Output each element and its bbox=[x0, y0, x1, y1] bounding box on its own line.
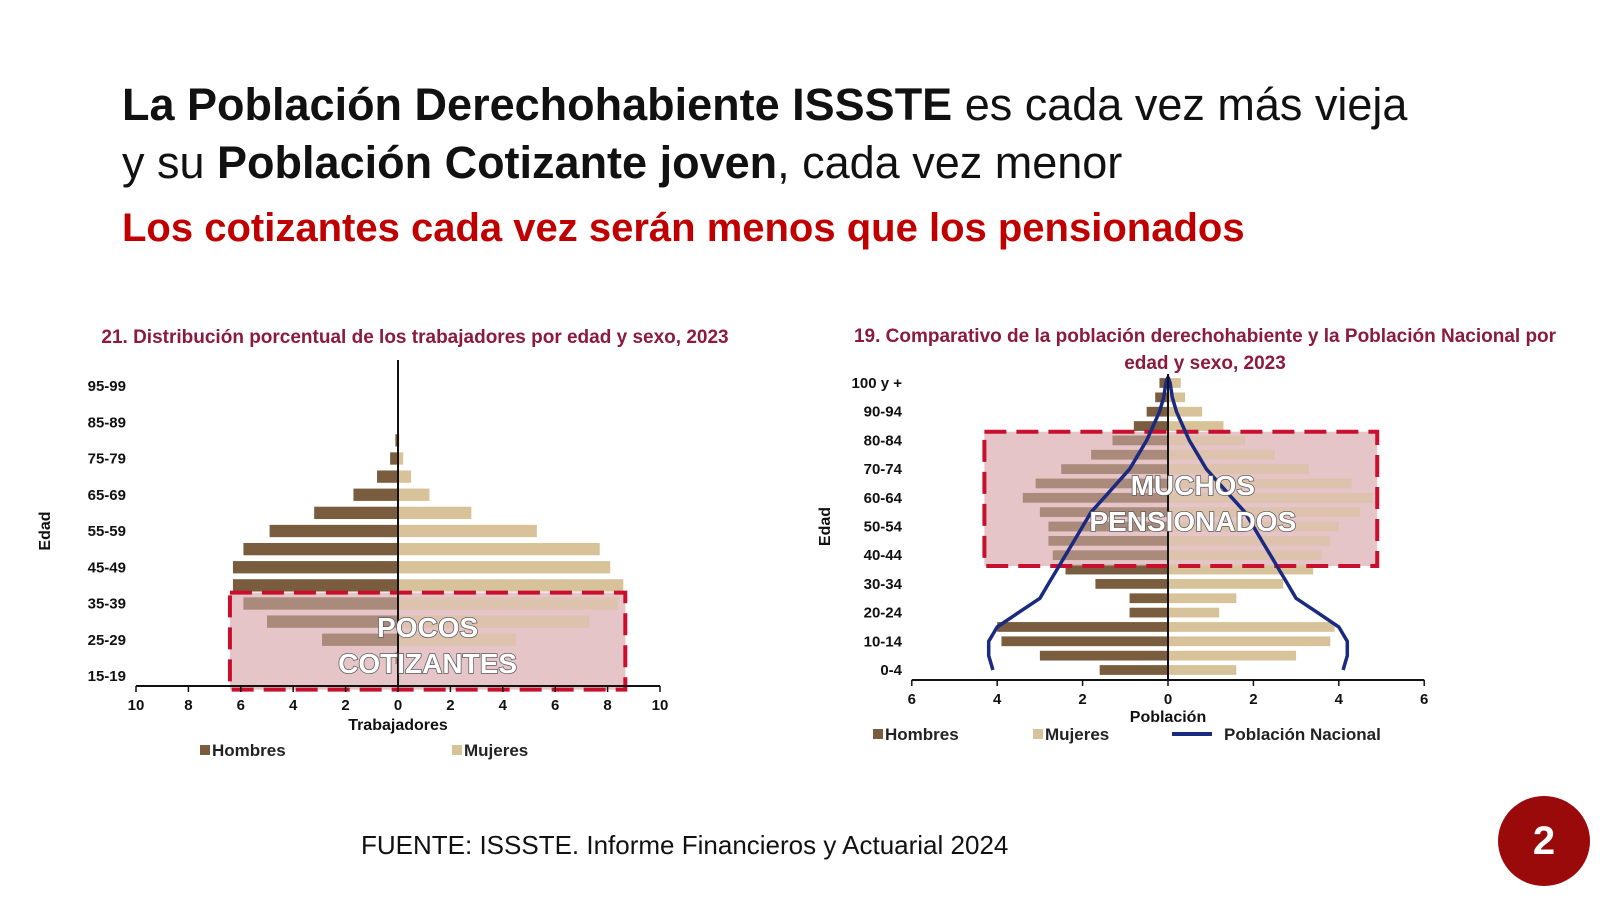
bar-hombres-30-34 bbox=[1095, 579, 1168, 589]
bar-mujeres-0-4 bbox=[1168, 665, 1236, 675]
x-tick-label: 6 bbox=[551, 697, 560, 714]
x-axis-title: Población bbox=[1129, 709, 1207, 726]
y-tick-label: 60-64 bbox=[863, 489, 902, 507]
bar-mujeres-20-24 bbox=[1168, 608, 1219, 618]
y-tick-label: 95-99 bbox=[87, 378, 126, 395]
legend-label-hombres: Hombres bbox=[885, 725, 959, 744]
bar-hombres-0-4 bbox=[1100, 665, 1168, 675]
x-tick-label: 0 bbox=[393, 697, 403, 714]
x-tick-label: 2 bbox=[1078, 691, 1087, 708]
chart1-title: 21. Distribución porcentual de los trabajadores por edad y sexo, 2023 bbox=[101, 327, 729, 348]
y-tick-label: 65-69 bbox=[87, 486, 126, 504]
chart2-title: 19. Comparativo de la población derechohabiente y la Población Nacional por edad y sexo, 2023 bbox=[853, 326, 1557, 374]
legend-swatch-mujeres bbox=[1033, 729, 1043, 739]
bar-hombres-20-24 bbox=[1130, 608, 1168, 618]
y-tick-label: 50-54 bbox=[863, 518, 902, 536]
x-tick-label: 6 bbox=[236, 697, 245, 714]
x-tick-label: 2 bbox=[341, 697, 350, 714]
page-number-badge: 2 bbox=[1498, 796, 1590, 886]
bar-mujeres-15-19 bbox=[1168, 622, 1335, 632]
bar-mujeres-30-34 bbox=[1168, 579, 1283, 589]
x-tick-label: 2 bbox=[1249, 691, 1258, 708]
bar-hombres-25-29 bbox=[1130, 593, 1168, 603]
annotation-line-2: COTIZANTES bbox=[338, 648, 518, 680]
annotation-line-2: PENSIONADOS bbox=[1089, 505, 1297, 537]
y-tick-label: 35-39 bbox=[87, 595, 126, 613]
x-tick-label: 4 bbox=[993, 691, 1002, 708]
x-tick-label: 4 bbox=[289, 697, 298, 714]
legend-swatch-hombres bbox=[873, 729, 883, 739]
y-tick-label: 0-4 bbox=[880, 662, 902, 679]
y-tick-label: 20-24 bbox=[863, 604, 902, 622]
title-bold-2: Población Cotizante joven bbox=[217, 137, 778, 188]
bar-hombres-5-9 bbox=[1040, 651, 1168, 661]
y-tick-label: 40-44 bbox=[863, 547, 902, 565]
y-tick-label: 80-84 bbox=[863, 432, 902, 450]
annotation-line-1: POCOS bbox=[377, 612, 479, 644]
y-tick-label: 100 y + bbox=[851, 375, 902, 392]
x-tick-label: 4 bbox=[1334, 691, 1343, 708]
x-tick-label: 6 bbox=[1420, 691, 1429, 708]
x-tick-label: 8 bbox=[603, 697, 612, 714]
x-axis-title: Trabajadores bbox=[348, 717, 448, 734]
y-axis-title: Edad bbox=[37, 511, 54, 551]
x-tick-label: 6 bbox=[907, 691, 916, 708]
x-tick-label: 8 bbox=[184, 697, 193, 714]
title-bold-1: La Población Derechohabiente ISSSTE bbox=[122, 79, 953, 130]
y-tick-label: 25-29 bbox=[87, 631, 126, 649]
y-tick-label: 85-89 bbox=[87, 414, 126, 432]
legend-label-mujeres: Mujeres bbox=[464, 741, 529, 760]
y-tick-label: 75-79 bbox=[87, 450, 126, 468]
title-regular-2b: , cada vez menor bbox=[777, 137, 1123, 188]
bar-mujeres-85-89 bbox=[1168, 421, 1224, 431]
x-tick-label: 2 bbox=[446, 697, 455, 714]
bar-mujeres-5-9 bbox=[1168, 651, 1296, 661]
y-tick-label: 45-49 bbox=[87, 559, 126, 577]
bar-mujeres-90-94 bbox=[1168, 407, 1202, 417]
y-axis-title: Edad bbox=[817, 506, 834, 547]
y-tick-label: 90-94 bbox=[863, 403, 902, 421]
page-subtitle: Los cotizantes cada vez serán menos que los pensionados bbox=[122, 206, 1245, 250]
y-tick-label: 10-14 bbox=[863, 633, 902, 651]
bar-hombres-15-19 bbox=[997, 622, 1168, 632]
title-regular-2a: y su bbox=[122, 137, 218, 188]
x-tick-label: 10 bbox=[651, 697, 669, 714]
x-tick-label: 4 bbox=[498, 697, 507, 714]
y-tick-label: 70-74 bbox=[863, 461, 902, 479]
x-tick-label: 10 bbox=[127, 697, 145, 714]
title-regular-1: es cada vez más vieja bbox=[952, 79, 1408, 130]
legend-label-hombres: Hombres bbox=[212, 741, 286, 760]
legend-label-mujeres: Mujeres bbox=[1045, 725, 1110, 744]
x-tick-label: 0 bbox=[1163, 691, 1173, 708]
y-tick-label: 30-34 bbox=[863, 575, 902, 593]
bar-mujeres-25-29 bbox=[1168, 593, 1236, 603]
y-tick-label: 55-59 bbox=[87, 523, 126, 540]
bar-hombres-10-14 bbox=[1001, 636, 1168, 646]
annotation-line-1: MUCHOS bbox=[1130, 469, 1256, 501]
y-tick-label: 15-19 bbox=[87, 668, 126, 685]
source-note: FUENTE: ISSSTE. Informe Financieros y Actuarial 2024 bbox=[361, 830, 1009, 860]
bar-mujeres-10-14 bbox=[1168, 636, 1330, 646]
legend-label-poblacion-nacional: Población Nacional bbox=[1224, 725, 1381, 744]
